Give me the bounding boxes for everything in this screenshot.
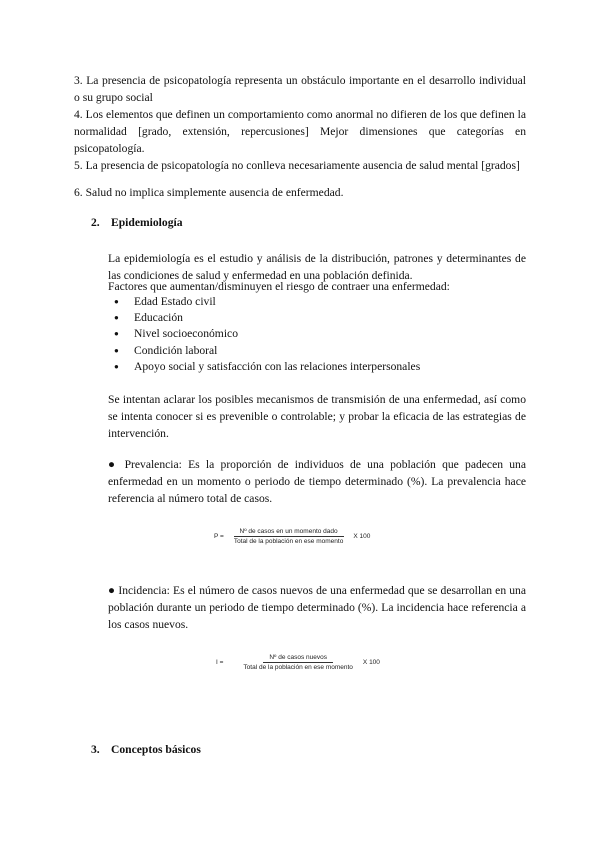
section-title: Epidemiología [111, 216, 183, 229]
formula-denominator: Total de la población en ese momento [233, 538, 344, 545]
formula-lhs: P = [214, 533, 224, 540]
list-item: ● Edad Estado civil [112, 294, 420, 310]
section-number: 2. [91, 216, 100, 229]
list-item: ● Educación [112, 310, 420, 326]
list-item: ● Nivel socioeconómico [112, 326, 420, 342]
incidence-paragraph: ● Incidencia: Es el número de casos nuevos de una enfermedad que se desarrollan en una población durante un periodo de tiempo determinado (%). La incidencia hace referencia a los casos nuevos. [108, 584, 526, 631]
formula-fraction [237, 654, 359, 671]
risk-factors-list [112, 294, 420, 375]
list-item: ● Condición laboral [112, 343, 420, 359]
section-title: Conceptos básicos [111, 743, 201, 756]
formula-denominator: Total de la población en ese momento [243, 664, 353, 671]
section-heading-conceptos [91, 743, 201, 756]
formula-numerator: Nº de casos en un momento dado [234, 528, 344, 537]
epidemiology-definition: La epidemiología es el estudio y análisis de la distribución, patrones y determinantes de las condiciones de salud y enfermedad en una población definida. [108, 252, 526, 282]
list-item-6: 6. Salud no implica simplemente ausencia de enfermedad. [74, 186, 344, 199]
transmission-paragraph: Se intentan aclarar los posibles mecanismos de transmisión de una enfermedad, así como se intenta conocer si es prevenible o controlable; y probar la eficacia de las estrategias de intervención. [108, 393, 526, 440]
section-heading-epidemiologia [91, 216, 183, 229]
section-number: 3. [91, 743, 100, 756]
list-item-3: 3. La presencia de psicopatología representa un obstáculo importante en el desarrollo individual o su grupo social [74, 74, 526, 104]
formula-fraction [228, 528, 350, 545]
list-item-4: 4. Los elementos que definen un comportamiento como anormal no difieren de los que definen la normalidad [grado, extensión, repercusiones] Mejor dimensiones que categorías en psicopatología. [74, 108, 526, 155]
risk-factors-intro: Factores que aumentan/disminuyen el riesgo de contraer una enfermedad: [108, 280, 450, 293]
formula-lhs: I = [216, 659, 224, 666]
formula-multiplier: X 100 [362, 659, 380, 666]
list-item-5: 5. La presencia de psicopatología no conlleva necesariamente ausencia de salud mental [grados] [74, 159, 520, 172]
list-item: ● Apoyo social y satisfacción con las relaciones interpersonales [112, 359, 420, 375]
prevalence-formula [214, 528, 370, 545]
formula-numerator: Nº de casos nuevos [263, 654, 333, 663]
incidence-formula [216, 654, 380, 671]
formula-multiplier: X 100 [353, 533, 371, 540]
prevalence-paragraph: ● Prevalencia: Es la proporción de individuos de una población que padecen una enfermedad en un momento o periodo de tiempo determinado (%). La prevalencia hace referencia al número total de casos. [108, 458, 526, 505]
